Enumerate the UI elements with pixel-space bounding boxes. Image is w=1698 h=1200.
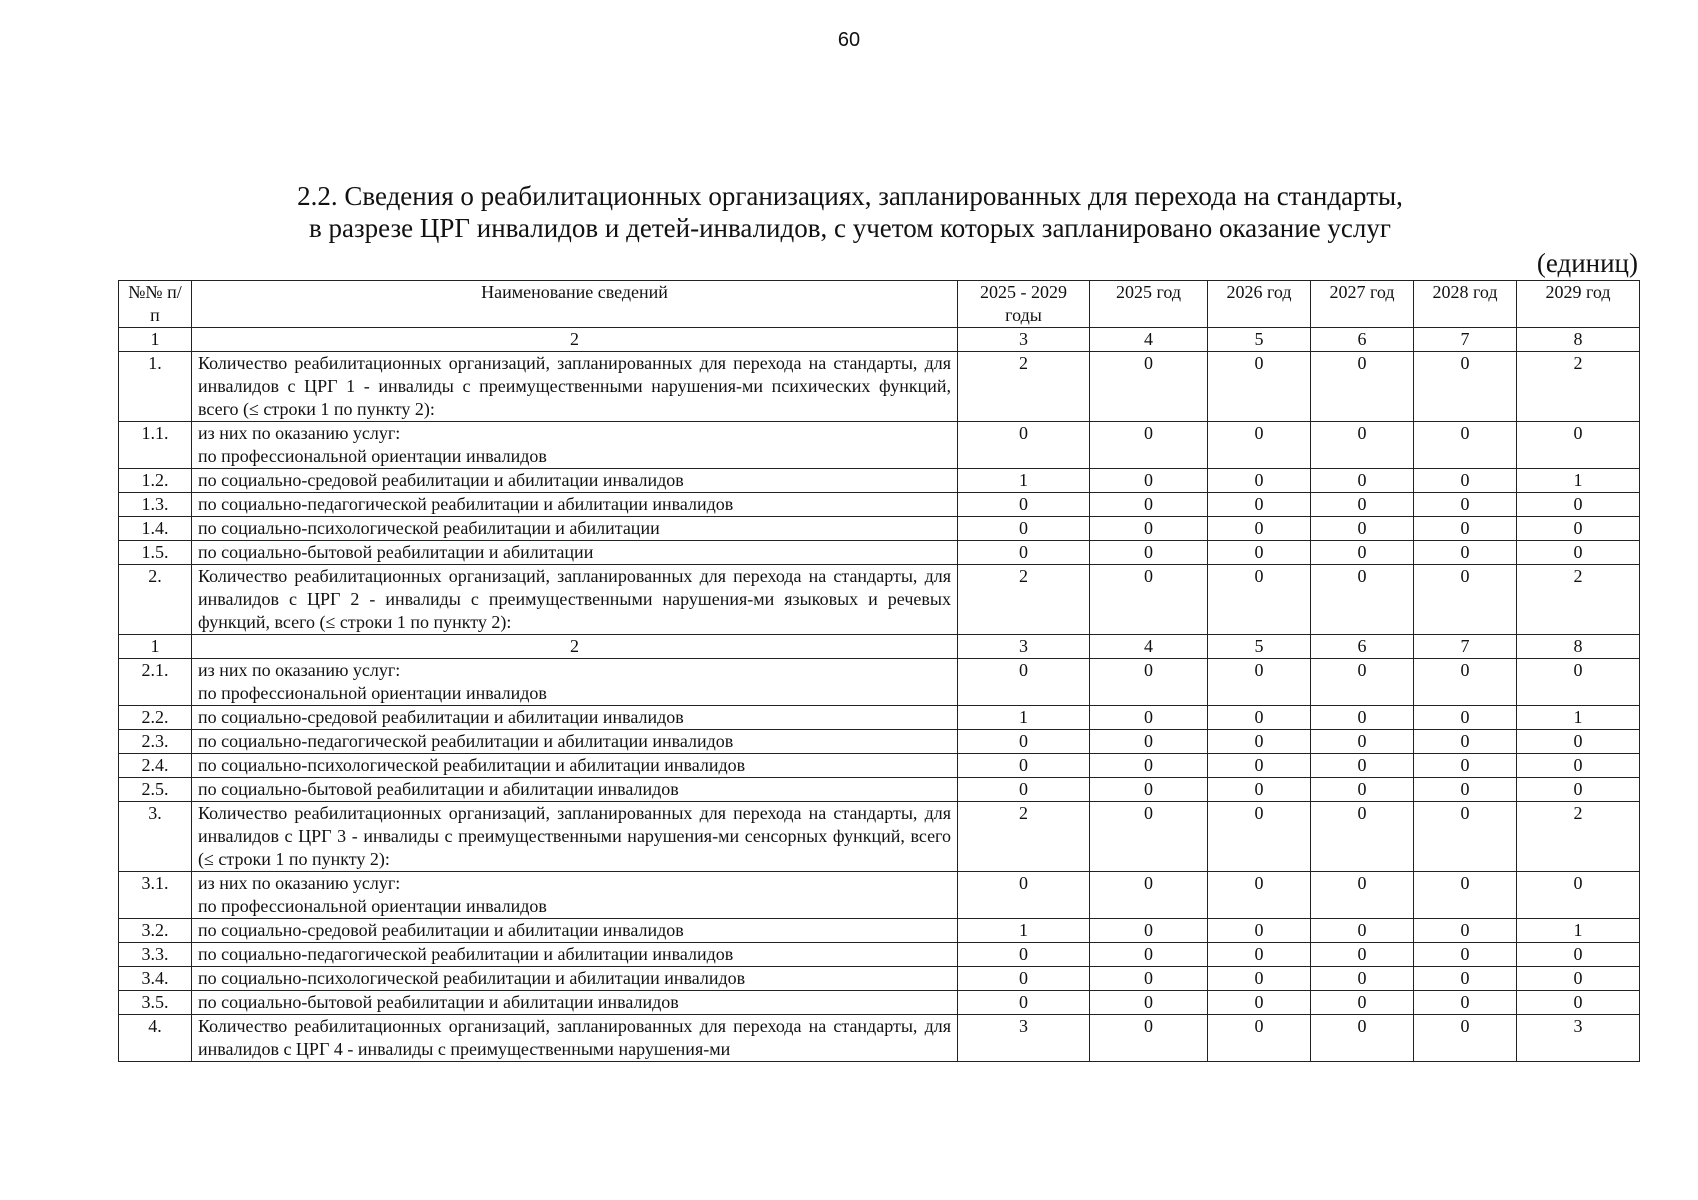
row-value: 0 (1090, 541, 1208, 565)
row-value: 0 (1517, 991, 1640, 1015)
row-value: 0 (1311, 493, 1414, 517)
header-name: Наименование сведений (192, 281, 958, 328)
row-value: 0 (1414, 802, 1517, 872)
row-value: 0 (958, 991, 1090, 1015)
row-value: 0 (1414, 706, 1517, 730)
row-name: из них по оказанию услуг: по профессиональной ориентации инвалидов (192, 422, 958, 469)
row-value: 0 (1414, 541, 1517, 565)
row-value: 0 (1311, 730, 1414, 754)
row-name: по социально-педагогической реабилитации и абилитации инвалидов (192, 943, 958, 967)
table-row (119, 352, 1640, 422)
row-value: 0 (1208, 706, 1311, 730)
row-value: 0 (958, 493, 1090, 517)
row-value: 0 (1311, 991, 1414, 1015)
row-value: 0 (1311, 919, 1414, 943)
row-value: 0 (1414, 919, 1517, 943)
table-row (119, 706, 1640, 730)
header-2026: 2026 год (1208, 281, 1311, 328)
row-value: 0 (1311, 352, 1414, 422)
row-name: из них по оказанию услуг: по профессиональной ориентации инвалидов (192, 872, 958, 919)
index-cell: 6 (1311, 635, 1414, 659)
row-value: 0 (1517, 493, 1640, 517)
row-number: 3.3. (119, 943, 192, 967)
row-value: 0 (1208, 422, 1311, 469)
row-value: 0 (1208, 541, 1311, 565)
row-number: 1.2. (119, 469, 192, 493)
header-total: 2025 - 2029 годы (958, 281, 1090, 328)
row-number: 1.5. (119, 541, 192, 565)
title-line-2: в разрезе ЦРГ инвалидов и детей-инвалидов, с учетом которых запланировано оказание услуг (309, 213, 1391, 243)
table-body (119, 352, 1640, 1062)
row-number: 2.4. (119, 754, 192, 778)
header-2025: 2025 год (1090, 281, 1208, 328)
row-value: 0 (1414, 967, 1517, 991)
row-value: 0 (1517, 422, 1640, 469)
table-row (119, 991, 1640, 1015)
row-value: 0 (1090, 517, 1208, 541)
row-value: 0 (1311, 517, 1414, 541)
row-name: по социально-бытовой реабилитации и абилитации (192, 541, 958, 565)
row-value: 0 (1208, 730, 1311, 754)
index-cell: 2 (192, 635, 958, 659)
row-value: 0 (1311, 967, 1414, 991)
units-label: (единиц) (1536, 248, 1638, 278)
row-value: 0 (1414, 565, 1517, 635)
row-value: 0 (1090, 991, 1208, 1015)
index-cell: 1 (119, 328, 192, 352)
row-value: 0 (1311, 754, 1414, 778)
row-value: 0 (1208, 659, 1311, 706)
row-value: 0 (1414, 422, 1517, 469)
row-value: 0 (1208, 991, 1311, 1015)
row-value: 0 (1208, 565, 1311, 635)
row-name: по социально-психологической реабилитации и абилитации (192, 517, 958, 541)
row-value: 1 (1517, 919, 1640, 943)
row-number: 3.1. (119, 872, 192, 919)
row-value: 0 (1090, 659, 1208, 706)
row-value: 0 (1208, 919, 1311, 943)
row-number: 1.3. (119, 493, 192, 517)
row-value: 0 (1414, 352, 1517, 422)
row-value: 0 (1311, 802, 1414, 872)
table-row (119, 754, 1640, 778)
row-value: 0 (1208, 352, 1311, 422)
row-number: 3.2. (119, 919, 192, 943)
index-cell: 8 (1517, 328, 1640, 352)
row-number: 1.4. (119, 517, 192, 541)
row-value: 0 (1208, 778, 1311, 802)
row-name: по социально-средовой реабилитации и абилитации инвалидов (192, 469, 958, 493)
row-number: 2.5. (119, 778, 192, 802)
row-value: 0 (1517, 943, 1640, 967)
row-number: 4. (119, 1015, 192, 1062)
page-number: 60 (837, 29, 861, 51)
row-value: 2 (1517, 565, 1640, 635)
row-value: 0 (1090, 493, 1208, 517)
row-value: 0 (958, 778, 1090, 802)
row-name: Количество реабилитационных организаций, запланированных для перехода на стандарты, для инвалидов с ЦРГ 3 - инвалиды с преимущественными нарушения-ми сенсорных функций, всего (≤ строки 1 по пункту 2): (192, 802, 958, 872)
row-name: Количество реабилитационных организаций, запланированных для перехода на стандарты, для инвалидов с ЦРГ 4 - инвалиды с преимущественными нарушения-ми (192, 1015, 958, 1062)
index-cell: 3 (958, 635, 1090, 659)
row-value: 3 (958, 1015, 1090, 1062)
row-value: 0 (1517, 730, 1640, 754)
document-title (120, 180, 1580, 244)
row-number: 3. (119, 802, 192, 872)
row-name: по социально-средовой реабилитации и абилитации инвалидов (192, 706, 958, 730)
row-name: Количество реабилитационных организаций, запланированных для перехода на стандарты, для инвалидов с ЦРГ 2 - инвалиды с преимущественными нарушения-ми языковых и речевых функций, всего (≤ строки 1 по пункту 2): (192, 565, 958, 635)
index-cell: 2 (192, 328, 958, 352)
row-value: 0 (1208, 967, 1311, 991)
index-cell: 4 (1090, 635, 1208, 659)
row-value: 0 (1208, 943, 1311, 967)
table-row (119, 422, 1640, 469)
row-value: 0 (958, 730, 1090, 754)
row-value: 0 (1414, 493, 1517, 517)
row-value: 0 (1208, 754, 1311, 778)
row-name: по социально-бытовой реабилитации и абилитации инвалидов (192, 991, 958, 1015)
row-value: 1 (958, 706, 1090, 730)
row-number: 2. (119, 565, 192, 635)
row-value: 0 (1414, 778, 1517, 802)
row-value: 0 (1208, 872, 1311, 919)
row-value: 1 (1517, 469, 1640, 493)
row-value: 0 (1311, 943, 1414, 967)
row-value: 0 (1414, 943, 1517, 967)
row-number: 1. (119, 352, 192, 422)
row-name: по социально-средовой реабилитации и абилитации инвалидов (192, 919, 958, 943)
table-row (119, 802, 1640, 872)
row-number: 3.5. (119, 991, 192, 1015)
row-value: 1 (1517, 706, 1640, 730)
row-value: 3 (1517, 1015, 1640, 1062)
row-value: 0 (1414, 517, 1517, 541)
index-cell: 3 (958, 328, 1090, 352)
row-value: 0 (1414, 469, 1517, 493)
index-cell: 6 (1311, 328, 1414, 352)
title-line-1: 2.2. Сведения о реабилитационных организациях, запланированных для перехода на стандарты, (297, 181, 1403, 211)
index-cell: 7 (1414, 328, 1517, 352)
index-cell: 5 (1208, 328, 1311, 352)
row-number: 2.2. (119, 706, 192, 730)
row-value: 0 (1208, 493, 1311, 517)
row-number: 2.3. (119, 730, 192, 754)
row-value: 0 (1311, 778, 1414, 802)
row-value: 0 (1517, 967, 1640, 991)
row-value: 0 (1311, 659, 1414, 706)
header-row (119, 281, 1640, 328)
row-value: 0 (1311, 872, 1414, 919)
table-row (119, 919, 1640, 943)
row-value: 0 (958, 943, 1090, 967)
row-value: 0 (1414, 659, 1517, 706)
table-row (119, 541, 1640, 565)
table-row (119, 730, 1640, 754)
data-table (118, 280, 1640, 1062)
table-row (119, 778, 1640, 802)
header-2028: 2028 год (1414, 281, 1517, 328)
row-value: 0 (958, 872, 1090, 919)
row-number: 3.4. (119, 967, 192, 991)
row-value: 0 (958, 541, 1090, 565)
row-value: 0 (1311, 1015, 1414, 1062)
table-row (119, 565, 1640, 635)
row-number: 2.1. (119, 659, 192, 706)
row-name: по социально-педагогической реабилитации и абилитации инвалидов (192, 730, 958, 754)
row-value: 0 (958, 659, 1090, 706)
index-cell: 5 (1208, 635, 1311, 659)
table-row (119, 469, 1640, 493)
row-value: 0 (1311, 422, 1414, 469)
row-name: из них по оказанию услуг: по профессиональной ориентации инвалидов (192, 659, 958, 706)
row-value: 2 (958, 802, 1090, 872)
row-value: 0 (1090, 469, 1208, 493)
row-value: 0 (1090, 565, 1208, 635)
row-value: 0 (1208, 1015, 1311, 1062)
row-value: 1 (958, 919, 1090, 943)
row-value: 0 (1090, 422, 1208, 469)
row-value: 0 (1090, 754, 1208, 778)
row-value: 0 (1090, 1015, 1208, 1062)
row-value: 1 (958, 469, 1090, 493)
row-name: по социально-психологической реабилитации и абилитации инвалидов (192, 967, 958, 991)
header-2027: 2027 год (1311, 281, 1414, 328)
row-value: 2 (958, 565, 1090, 635)
row-value: 2 (1517, 802, 1640, 872)
row-value: 0 (1311, 541, 1414, 565)
row-value: 0 (1517, 778, 1640, 802)
row-value: 2 (958, 352, 1090, 422)
row-value: 0 (1414, 872, 1517, 919)
row-value: 0 (1208, 469, 1311, 493)
index-cell: 1 (119, 635, 192, 659)
row-value: 0 (1517, 754, 1640, 778)
row-value: 0 (1311, 469, 1414, 493)
index-cell: 7 (1414, 635, 1517, 659)
row-value: 0 (1090, 919, 1208, 943)
index-cell: 4 (1090, 328, 1208, 352)
row-value: 0 (1414, 1015, 1517, 1062)
table-row (119, 659, 1640, 706)
index-row (119, 328, 1640, 352)
header-num: №№ п/п (119, 281, 192, 328)
row-value: 0 (1208, 802, 1311, 872)
row-value: 0 (1517, 872, 1640, 919)
row-value: 0 (1414, 754, 1517, 778)
row-value: 0 (958, 967, 1090, 991)
row-name: Количество реабилитационных организаций, запланированных для перехода на стандарты, для инвалидов с ЦРГ 1 - инвалиды с преимущественными нарушения-ми психических функций, всего (≤ строки 1 по пункту 2): (192, 352, 958, 422)
index-row (119, 635, 1640, 659)
table-row (119, 493, 1640, 517)
row-value: 0 (1311, 706, 1414, 730)
row-value: 0 (1090, 730, 1208, 754)
row-value: 0 (1517, 541, 1640, 565)
row-value: 0 (1090, 706, 1208, 730)
row-name: по социально-педагогической реабилитации и абилитации инвалидов (192, 493, 958, 517)
row-value: 0 (958, 517, 1090, 541)
row-value: 0 (1090, 352, 1208, 422)
row-value: 2 (1517, 352, 1640, 422)
table-row (119, 517, 1640, 541)
row-value: 0 (1208, 517, 1311, 541)
row-value: 0 (1090, 872, 1208, 919)
row-value: 0 (1090, 967, 1208, 991)
row-name: по социально-психологической реабилитации и абилитации инвалидов (192, 754, 958, 778)
row-value: 0 (1090, 778, 1208, 802)
row-number: 1.1. (119, 422, 192, 469)
table-row (119, 1015, 1640, 1062)
row-value: 0 (1414, 730, 1517, 754)
header-2029: 2029 год (1517, 281, 1640, 328)
table-row (119, 943, 1640, 967)
row-value: 0 (958, 754, 1090, 778)
row-value: 0 (1517, 659, 1640, 706)
row-value: 0 (1517, 517, 1640, 541)
row-value: 0 (1090, 943, 1208, 967)
index-cell: 8 (1517, 635, 1640, 659)
row-value: 0 (1090, 802, 1208, 872)
row-value: 0 (1311, 565, 1414, 635)
row-value: 0 (1414, 991, 1517, 1015)
table-row (119, 872, 1640, 919)
table-row (119, 967, 1640, 991)
row-value: 0 (958, 422, 1090, 469)
row-name: по социально-бытовой реабилитации и абилитации инвалидов (192, 778, 958, 802)
